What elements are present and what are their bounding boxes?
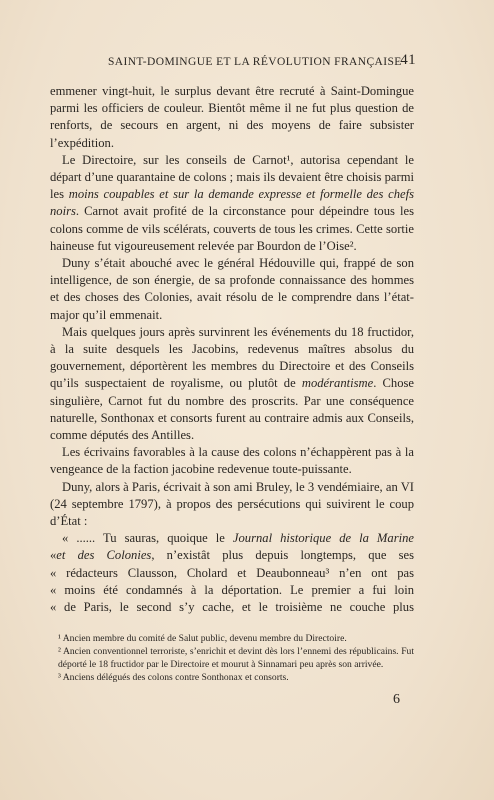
paragraph-4 (50, 324, 414, 444)
footnote-3: ³ Anciens délégués des colons contre Sonthonax et consorts. (58, 672, 289, 683)
quote-line-1-italic: Journal historique de la Marine (232, 531, 415, 546)
quote-line-2-italic: et des Colonies (56, 548, 152, 563)
paragraph-2-start: Le Directoire, sur les conseils de Carnot¹, autorisa cependant le départ d’une quarantaine de colons ; mais ils devaient être choisis parmi les (50, 152, 414, 202)
quote-line-4: « moins été condamnés à la déportation. Le premier a fui loin (50, 582, 414, 597)
letter-quote (50, 530, 414, 616)
quote-line-5: « de Paris, le second s’y cache, et le troisième ne couche plus (50, 600, 414, 615)
paragraph-1: emmener vingt-huit, le surplus devant être recruté à Saint-Domingue parmi les officiers de couleur. Bientôt même il ne fut plus question de renforts, de secours en argent, ni des moyens de faire subsister l’expédition. (50, 84, 414, 150)
paragraph-6: Duny, alors à Paris, écrivait à son ami Bruley, le 3 vendémiaire, an VI (24 septembre 1797), à propos des persécutions qui suivirent le coup d’État : (50, 479, 414, 529)
quote-line-2-mark: « (50, 548, 57, 563)
paragraph-2-italic: moins coupables et sur la demande expresse et formelle des chefs noirs (50, 187, 414, 219)
quote-line-3: « rédacteurs Clausson, Cholard et Deaubonneau³ n’en ont pas (50, 565, 414, 580)
body-text (50, 83, 414, 616)
paragraph-4-rest: . Chose singulière, Carnot fut du nombre des proscrits. Par une conséquence naturelle, Sonthonax et consorts furent au contraire admis aux Conseils, comme députés des Antilles. (50, 376, 414, 443)
running-header (78, 52, 416, 73)
quote-line-2-text: , n’existât plus depuis longtemps, que ses (151, 548, 415, 563)
footnote-1: ¹ Ancien membre du comité de Salut public, devenu membre du Directoire. (58, 633, 347, 644)
running-title: SAINT-DOMINGUE ET LA RÉVOLUTION FRANÇAISE (108, 56, 402, 68)
paragraph-3: Duny s’était abouché avec le général Hédouville qui, frappé de son intelligence, de son énergie, de sa profonde connaissance des hommes et des choses des Colonies, avait résolu de le comprendre dans l’état-major qu’il emmenait. (50, 256, 414, 322)
paragraph-4-italic: modérantisme (301, 376, 374, 391)
signature-mark: 6 (393, 692, 400, 707)
paragraph-4-start: Mais quelques jours après survinrent les événements du 18 fructidor, à la suite desquels les Jacobins, redevenus maîtres absolus du gouvernement, déportèrent les membres du Directoire et des Conseils qu’ils suspectaient de royalisme, ou plutôt de (50, 324, 414, 391)
quote-line-2 (50, 547, 414, 564)
footnotes (58, 632, 414, 684)
page-number: 41 (400, 52, 416, 68)
quote-line-1-text: « ...... Tu sauras, quoique le (62, 531, 225, 546)
quote-line-1 (50, 530, 414, 547)
paragraph-2 (50, 152, 414, 255)
footnote-2: ² Ancien conventionnel terroriste, s’enrichit et devint dès lors l’ennemi des républicains. Fut déporté le 18 fructidor par le Directoire et mourut à Sinnamari peu après son arrivée. (58, 646, 414, 670)
paragraph-5: Les écrivains favorables à la cause des colons n’échappèrent pas à la vengeance de la faction jacobine redevenue toute-puissante. (50, 445, 414, 477)
paragraph-2-rest: . Carnot avait profité de la circonstance pour dépeindre tous les colons comme de vils scélérats, couverts de tous les crimes. Cette sortie haineuse fut vigoureusement relevée par Bourdon de l’Oise². (50, 204, 414, 253)
